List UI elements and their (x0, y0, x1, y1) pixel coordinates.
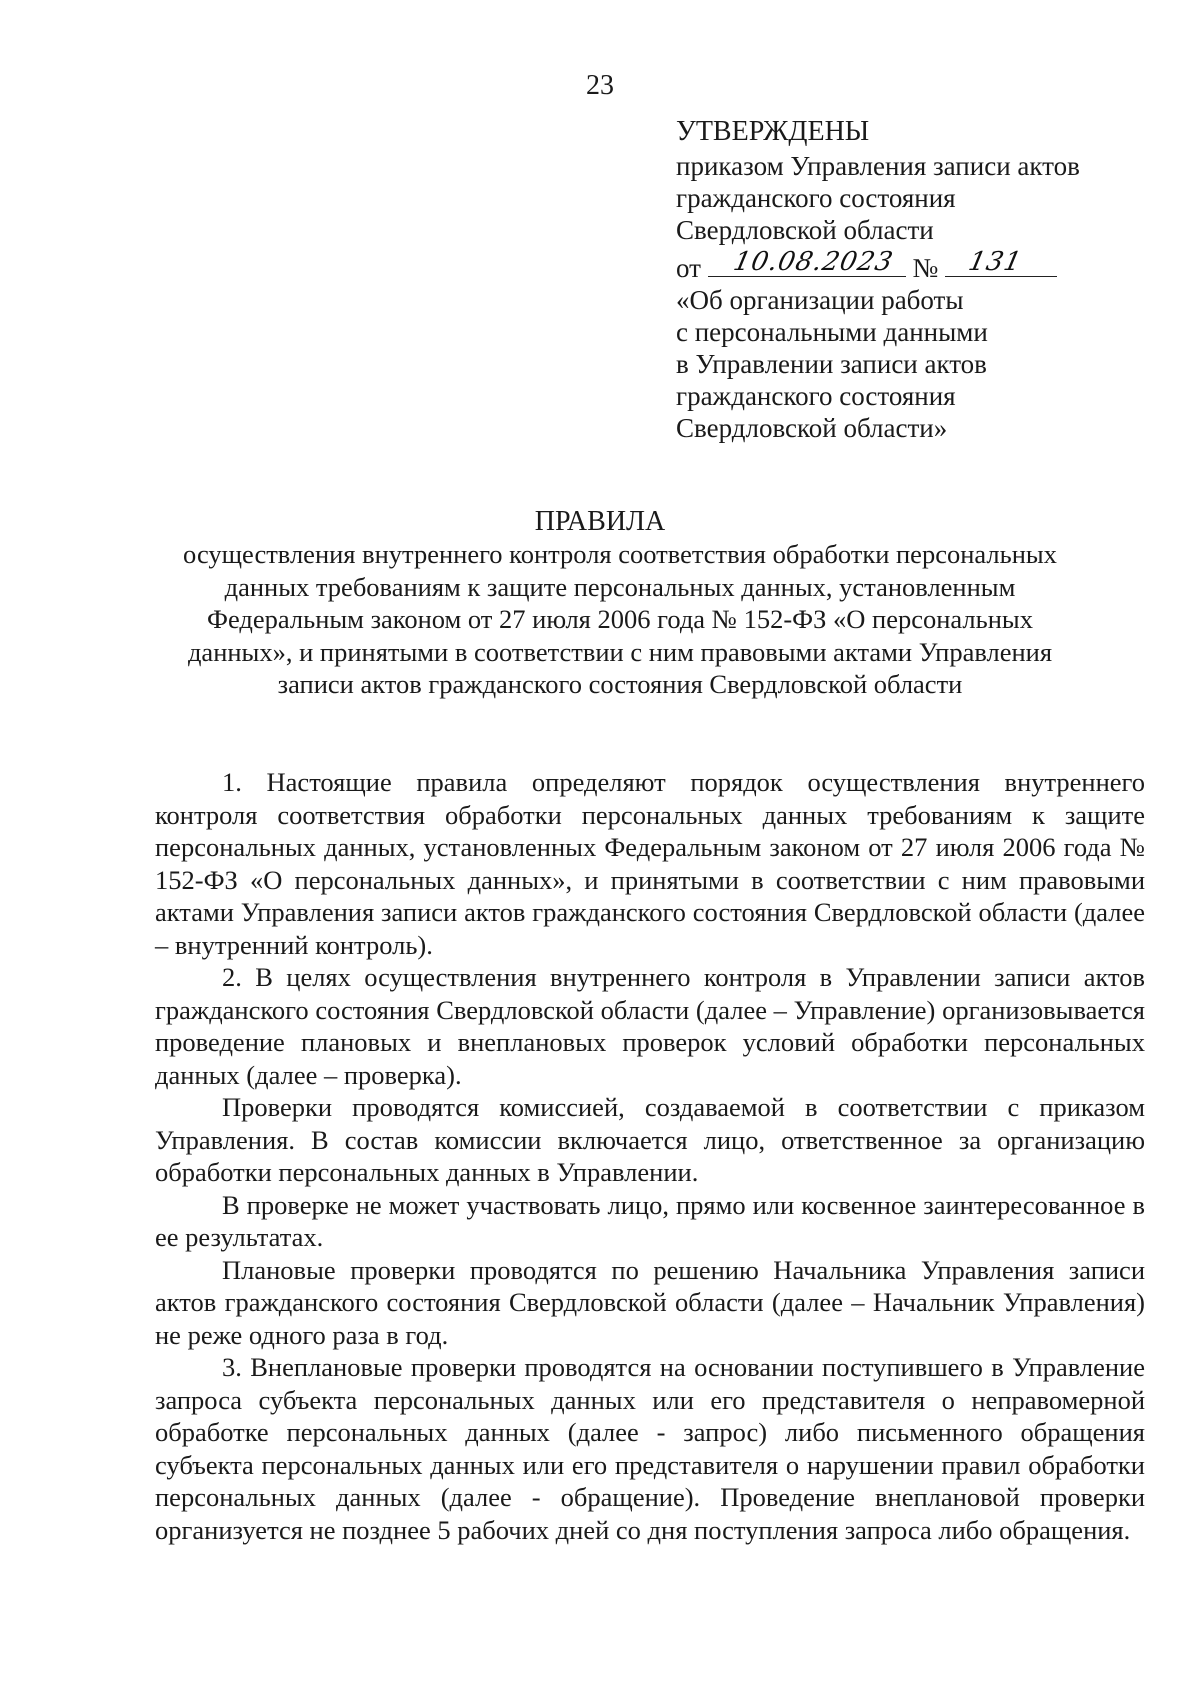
approval-heading: УТВЕРЖДЕНЫ (676, 116, 870, 147)
paragraph-planned-checks: Плановые проверки проводятся по решению Начальника Управления записи актов гражданского состояния Свердловской области (далее – Начальник Управления) не реже одного раза в год. (155, 1254, 1145, 1350)
approval-line: Свердловской области (676, 215, 934, 245)
date-prefix: от (676, 253, 701, 283)
paragraph-2: 2. В целях осуществления внутреннего контроля в Управлении записи актов гражданского состояния Свердловской области (далее – Управление) организовывается проведение плановых и внеплановых проверок условий обработки персональных данных (далее – проверка). (155, 962, 1145, 1090)
subtitle-line: данных», и принятыми в соответствии с ним правовыми актами Управления (187, 636, 1053, 667)
number-field (945, 246, 1057, 277)
order-title-line: с персональными данными (676, 317, 988, 347)
handwritten-number: 131 (965, 247, 1025, 277)
document-body (155, 766, 1145, 1546)
rules-subtitle (150, 538, 1090, 701)
order-title-line: гражданского состояния (676, 381, 956, 411)
subtitle-line: осуществления внутреннего контроля соответствия обработки персональных (183, 539, 1057, 569)
paragraph-commission: Проверки проводятся комиссией, создаваемой в соответствии с приказом Управления. В состав комиссии включается лицо, ответственное за организацию обработки персональных данных в Управлении. (155, 1092, 1145, 1187)
paragraph-1: 1. Настоящие правила определяют порядок осуществления внутреннего контроля соответствия обработки персональных данных требованиям к защите персональных данных, установленных Федеральным законом от 27 июля 2006 года № 152-ФЗ «О персональных данных», и принятыми в соответствии с ним правовыми актами Управления записи актов гражданского состояния Свердловской области (далее – внутренний контроль). (155, 767, 1145, 960)
approval-line: приказом Управления записи актов (676, 151, 1080, 181)
order-date-number-line (676, 246, 1146, 284)
handwritten-date: 10.08.2023 (730, 247, 896, 277)
rules-title: ПРАВИЛА (534, 506, 666, 537)
subtitle-line: записи актов гражданского состояния Свердловской области (277, 669, 963, 699)
subtitle-line: данных требованиям к защите персональных данных, установленным (224, 571, 1016, 602)
page-number: 23 (586, 70, 614, 101)
order-title-line: в Управлении записи актов (676, 349, 987, 379)
paragraph-conflict-of-interest: В проверке не может участвовать лицо, прямо или косвенное заинтересованное в ее результатах. (155, 1189, 1145, 1252)
approval-line: гражданского состояния (676, 183, 956, 213)
number-prefix: № (912, 253, 939, 283)
order-title-line: Свердловской области» (676, 413, 948, 443)
order-title-line: «Об организации работы (676, 285, 964, 315)
subtitle-line: Федеральным законом от 27 июля 2006 года № 152-ФЗ «О персональных (207, 604, 1033, 634)
paragraph-3: 3. Внеплановые проверки проводятся на основании поступившего в Управление запроса субъекта персональных данных или его представителя о неправомерной обработке персональных данных (далее - запрос) либо письменного обращения субъекта персональных данных или его представителя о нарушении правил обработки персональных данных (далее - обращение). Проведение внеплановой проверки организуется не позднее 5 рабочих дней со дня поступления запроса либо обращения. (155, 1352, 1145, 1545)
approval-block (676, 112, 1146, 444)
date-field (708, 246, 906, 277)
